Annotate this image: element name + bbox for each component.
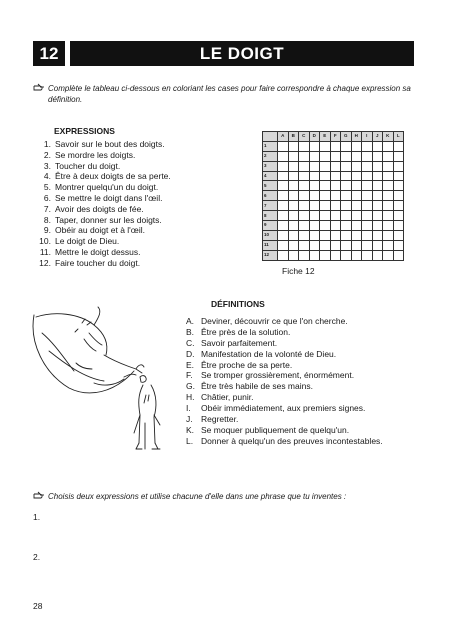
grid-cell[interactable] <box>309 230 320 240</box>
answer-grid <box>262 131 404 261</box>
expression-number: 5. <box>43 182 51 193</box>
definition-letter: E. <box>186 359 195 370</box>
grid-cell[interactable] <box>362 250 373 260</box>
grid-row-header: 1 <box>263 141 278 151</box>
grid-cell[interactable] <box>351 151 362 161</box>
grid-cell[interactable] <box>393 230 404 240</box>
expression-text: Taper, donner sur les doigts. <box>55 214 162 225</box>
grid-cell[interactable] <box>309 181 320 191</box>
grid-cell[interactable] <box>309 141 320 151</box>
grid-cell[interactable] <box>330 141 341 151</box>
grid-cell[interactable] <box>341 161 352 171</box>
grid-cell[interactable] <box>278 161 289 171</box>
grid-cell[interactable] <box>330 240 341 250</box>
grid-cell[interactable] <box>341 230 352 240</box>
grid-column-header: F <box>330 132 341 142</box>
definition-text: Se tromper grossièrement, énormément. <box>201 370 355 381</box>
grid-cell[interactable] <box>309 151 320 161</box>
expression-number: 8. <box>43 214 51 225</box>
grid-row-header: 8 <box>263 211 278 221</box>
grid-cell[interactable] <box>278 240 289 250</box>
grid-cell[interactable] <box>383 240 394 250</box>
definition-letter: K. <box>186 424 195 435</box>
grid-cell[interactable] <box>299 221 310 231</box>
grid-cell[interactable] <box>383 161 394 171</box>
grid-cell[interactable] <box>320 151 331 161</box>
grid-cell[interactable] <box>330 230 341 240</box>
grid-cell[interactable] <box>341 171 352 181</box>
grid-cell[interactable] <box>299 211 310 221</box>
grid-row-header: 11 <box>263 240 278 250</box>
grid-cell[interactable] <box>330 201 341 211</box>
definition-item <box>186 327 426 338</box>
grid-cell[interactable] <box>393 171 404 181</box>
grid-cell[interactable] <box>341 151 352 161</box>
grid-cell[interactable] <box>351 191 362 201</box>
grid-cell[interactable] <box>341 191 352 201</box>
grid-cell[interactable] <box>288 201 299 211</box>
expression-text: Se mettre le doigt dans l'œil. <box>55 192 163 203</box>
grid-cell[interactable] <box>299 201 310 211</box>
grid-cell[interactable] <box>351 141 362 151</box>
grid-cell[interactable] <box>288 171 299 181</box>
grid-cell[interactable] <box>288 151 299 161</box>
pointing-hand-icon <box>33 83 45 92</box>
grid-column-header: G <box>341 132 352 142</box>
grid-cell[interactable] <box>309 211 320 221</box>
definition-text: Savoir parfaitement. <box>201 337 278 348</box>
grid-cell[interactable] <box>299 240 310 250</box>
definition-text: Donner à quelqu'un des preuves incontestables. <box>201 435 383 446</box>
grid-cell[interactable] <box>351 221 362 231</box>
grid-cell[interactable] <box>278 201 289 211</box>
grid-cell[interactable] <box>393 201 404 211</box>
definition-letter: L. <box>186 435 194 446</box>
grid-cell[interactable] <box>278 191 289 201</box>
expression-text: Avoir des doigts de fée. <box>55 203 144 214</box>
grid-cell[interactable] <box>372 181 383 191</box>
grid-cell[interactable] <box>351 230 362 240</box>
grid-cell[interactable] <box>320 211 331 221</box>
grid-caption: Fiche 12 <box>282 266 315 276</box>
grid-cell[interactable] <box>383 181 394 191</box>
definition-text: Deviner, découvrir ce que l'on cherche. <box>201 316 348 326</box>
grid-cell[interactable] <box>320 250 331 260</box>
grid-column-header: I <box>362 132 373 142</box>
grid-column-header: L <box>393 132 404 142</box>
expression-number: 2. <box>43 149 51 160</box>
grid-cell[interactable] <box>351 161 362 171</box>
expression-text: Être à deux doigts de sa perte. <box>55 171 171 182</box>
expression-number: 6. <box>43 192 51 203</box>
grid-cell[interactable] <box>320 141 331 151</box>
expression-item <box>33 150 258 161</box>
expressions-list <box>33 139 258 269</box>
grid-cell[interactable] <box>320 201 331 211</box>
grid-cell[interactable] <box>372 230 383 240</box>
definition-text: Se moquer publiquement de quelqu'un. <box>201 424 350 435</box>
expression-number: 1. <box>43 139 51 149</box>
grid-cell[interactable] <box>383 141 394 151</box>
grid-cell[interactable] <box>299 250 310 260</box>
expression-number: 10. <box>39 236 51 247</box>
grid-cell[interactable] <box>278 141 289 151</box>
grid-cell[interactable] <box>288 181 299 191</box>
grid-cell[interactable] <box>351 211 362 221</box>
grid-cell[interactable] <box>362 161 373 171</box>
grid-cell[interactable] <box>288 240 299 250</box>
definition-letter: F. <box>186 370 193 381</box>
grid-cell[interactable] <box>299 181 310 191</box>
definition-item <box>186 403 426 414</box>
definition-text: Être proche de sa perte. <box>201 359 293 370</box>
definition-text: Être près de la solution. <box>201 326 291 337</box>
definition-letter: G. <box>186 381 195 392</box>
expression-text: Montrer quelqu'un du doigt. <box>55 182 159 193</box>
definitions-list <box>186 316 426 447</box>
definition-text: Châtier, punir. <box>201 392 254 403</box>
grid-row-header: 9 <box>263 221 278 231</box>
expression-number: 3. <box>43 160 51 171</box>
definition-text: Manifestation de la volonté de Dieu. <box>201 348 337 359</box>
grid-cell[interactable] <box>383 250 394 260</box>
grid-cell[interactable] <box>330 191 341 201</box>
grid-column-header: E <box>320 132 331 142</box>
grid-cell[interactable] <box>362 191 373 201</box>
definitions-heading: DÉFINITIONS <box>211 299 265 309</box>
grid-row-header: 7 <box>263 201 278 211</box>
expression-item <box>33 236 258 247</box>
grid-cell[interactable] <box>372 161 383 171</box>
grid-cell[interactable] <box>288 250 299 260</box>
grid-cell[interactable] <box>288 230 299 240</box>
grid-cell[interactable] <box>383 230 394 240</box>
grid-cell[interactable] <box>362 201 373 211</box>
grid-cell[interactable] <box>288 221 299 231</box>
grid-cell[interactable] <box>372 171 383 181</box>
grid-cell[interactable] <box>278 250 289 260</box>
grid-cell[interactable] <box>299 161 310 171</box>
grid-cell[interactable] <box>278 211 289 221</box>
grid-cell[interactable] <box>278 151 289 161</box>
grid-cell[interactable] <box>393 191 404 201</box>
grid-cell[interactable] <box>309 250 320 260</box>
grid-cell[interactable] <box>320 191 331 201</box>
grid-row-header: 2 <box>263 151 278 161</box>
grid-cell[interactable] <box>393 151 404 161</box>
definition-item <box>186 338 426 349</box>
grid-cell[interactable] <box>341 221 352 231</box>
expression-text: Mettre le doigt dessus. <box>55 246 141 257</box>
grid-cell[interactable] <box>393 221 404 231</box>
grid-row-header: 3 <box>263 161 278 171</box>
expression-item <box>33 139 258 150</box>
grid-cell[interactable] <box>351 240 362 250</box>
grid-cell[interactable] <box>288 161 299 171</box>
grid-cell[interactable] <box>320 181 331 191</box>
expression-item <box>33 161 258 172</box>
definition-letter: B. <box>186 326 195 337</box>
finger-pointing-illustration <box>24 303 174 478</box>
grid-column-header: B <box>288 132 299 142</box>
chapter-number: 12 <box>33 41 65 66</box>
expression-text: Obéir au doigt et à l'œil. <box>55 225 145 236</box>
definition-letter: A. <box>186 316 195 326</box>
grid-cell[interactable] <box>393 141 404 151</box>
grid-cell[interactable] <box>351 250 362 260</box>
grid-column-header: D <box>309 132 320 142</box>
grid-cell[interactable] <box>351 181 362 191</box>
grid-cell[interactable] <box>372 240 383 250</box>
grid-column-header: H <box>351 132 362 142</box>
expression-text: Savoir sur le bout des doigts. <box>55 139 165 149</box>
grid-cell[interactable] <box>288 191 299 201</box>
grid-cell[interactable] <box>299 141 310 151</box>
grid-row-header: 10 <box>263 230 278 240</box>
grid-cell[interactable] <box>278 171 289 181</box>
grid-cell[interactable] <box>330 181 341 191</box>
expression-item <box>33 247 258 258</box>
definition-text: Être très habile de ses mains. <box>201 381 313 392</box>
expression-number: 11. <box>39 246 51 257</box>
grid-cell[interactable] <box>309 221 320 231</box>
grid-cell[interactable] <box>341 211 352 221</box>
grid-cell[interactable] <box>351 171 362 181</box>
grid-cell[interactable] <box>278 181 289 191</box>
grid-row-header: 5 <box>263 181 278 191</box>
grid-cell[interactable] <box>330 151 341 161</box>
grid-cell[interactable] <box>330 250 341 260</box>
grid-cell[interactable] <box>288 211 299 221</box>
grid-cell[interactable] <box>393 181 404 191</box>
expression-number: 12. <box>39 257 51 268</box>
grid-cell[interactable] <box>362 211 373 221</box>
page-number: 28 <box>33 601 43 611</box>
grid-cell[interactable] <box>320 240 331 250</box>
grid-column-header: C <box>299 132 310 142</box>
definition-text: Regretter. <box>201 414 239 425</box>
grid-cell[interactable] <box>309 191 320 201</box>
definition-item <box>186 414 426 425</box>
expressions-heading: EXPRESSIONS <box>54 126 115 136</box>
grid-cell[interactable] <box>393 161 404 171</box>
grid-cell[interactable] <box>278 221 289 231</box>
grid-cell[interactable] <box>362 171 373 181</box>
definition-item <box>186 392 426 403</box>
grid-cell[interactable] <box>341 250 352 260</box>
pointing-hand-icon <box>33 491 45 500</box>
definition-letter: D. <box>186 348 195 359</box>
grid-cell[interactable] <box>320 161 331 171</box>
grid-cell[interactable] <box>372 250 383 260</box>
grid-cell[interactable] <box>383 211 394 221</box>
expression-text: Le doigt de Dieu. <box>55 236 120 247</box>
grid-cell[interactable] <box>372 151 383 161</box>
definition-text: Obéir immédiatement, aux premiers signes. <box>201 403 366 414</box>
grid-cell[interactable] <box>362 141 373 151</box>
grid-cell[interactable] <box>362 151 373 161</box>
grid-cell[interactable] <box>341 201 352 211</box>
grid-cell[interactable] <box>341 240 352 250</box>
grid-row-header: 6 <box>263 191 278 201</box>
grid-cell[interactable] <box>362 230 373 240</box>
grid-cell[interactable] <box>309 171 320 181</box>
grid-cell[interactable] <box>330 171 341 181</box>
grid-cell[interactable] <box>393 211 404 221</box>
grid-corner <box>263 132 278 142</box>
definition-item <box>186 425 426 436</box>
definition-item <box>186 381 426 392</box>
grid-cell[interactable] <box>372 141 383 151</box>
expression-item <box>33 193 258 204</box>
grid-column-header: K <box>383 132 394 142</box>
expression-number: 7. <box>43 203 51 214</box>
grid-cell[interactable] <box>320 221 331 231</box>
expression-item <box>33 225 258 236</box>
grid-cell[interactable] <box>372 211 383 221</box>
answer-line-1[interactable]: 1. <box>33 512 41 522</box>
grid-cell[interactable] <box>383 171 394 181</box>
grid-cell[interactable] <box>330 161 341 171</box>
grid-cell[interactable] <box>362 221 373 231</box>
definition-letter: C. <box>186 337 195 348</box>
definition-item <box>186 360 426 371</box>
grid-cell[interactable] <box>362 240 373 250</box>
grid-cell[interactable] <box>393 250 404 260</box>
grid-cell[interactable] <box>299 230 310 240</box>
grid-cell[interactable] <box>372 221 383 231</box>
expression-item <box>33 182 258 193</box>
grid-cell[interactable] <box>299 191 310 201</box>
grid-column-header: J <box>372 132 383 142</box>
instruction-2 <box>33 491 423 502</box>
grid-cell[interactable] <box>288 141 299 151</box>
expression-number: 9. <box>43 225 51 236</box>
expression-item <box>33 204 258 215</box>
grid-cell[interactable] <box>383 201 394 211</box>
grid-cell[interactable] <box>299 171 310 181</box>
definition-letter: H. <box>186 392 195 403</box>
instruction-1-text: Complète le tableau ci-dessous en coloriant les cases pour faire correspondre à chaque expression sa définition. <box>48 84 411 104</box>
grid-cell[interactable] <box>351 201 362 211</box>
grid-cell[interactable] <box>341 181 352 191</box>
grid-cell[interactable] <box>383 221 394 231</box>
expression-item <box>33 258 258 269</box>
grid-cell[interactable] <box>330 221 341 231</box>
expression-text: Toucher du doigt. <box>55 160 121 171</box>
grid-cell[interactable] <box>362 181 373 191</box>
grid-cell[interactable] <box>278 230 289 240</box>
expression-item <box>33 215 258 226</box>
grid-cell[interactable] <box>393 240 404 250</box>
grid-cell[interactable] <box>299 151 310 161</box>
expression-number: 4. <box>43 171 51 182</box>
grid-cell[interactable] <box>330 211 341 221</box>
grid-cell[interactable] <box>320 230 331 240</box>
answer-line-2[interactable]: 2. <box>33 552 41 562</box>
definition-item <box>186 436 426 447</box>
grid-cell[interactable] <box>309 201 320 211</box>
grid-cell[interactable] <box>320 171 331 181</box>
grid-column-header: A <box>278 132 289 142</box>
grid-row-header: 4 <box>263 171 278 181</box>
instruction-1 <box>33 83 418 105</box>
expression-text: Se mordre les doigts. <box>55 149 136 160</box>
definition-letter: J. <box>186 414 193 425</box>
definition-letter: I. <box>186 403 191 414</box>
chapter-header <box>33 41 414 66</box>
chapter-title: LE DOIGT <box>70 41 414 66</box>
grid-cell[interactable] <box>341 141 352 151</box>
grid-cell[interactable] <box>372 191 383 201</box>
expression-item <box>33 171 258 182</box>
definition-item <box>186 370 426 381</box>
expression-text: Faire toucher du doigt. <box>55 257 141 268</box>
grid-cell[interactable] <box>383 191 394 201</box>
grid-cell[interactable] <box>309 240 320 250</box>
definition-item <box>186 316 426 327</box>
instruction-2-text: Choisis deux expressions et utilise chacune d'elle dans une phrase que tu inventes : <box>48 492 347 501</box>
grid-cell[interactable] <box>383 151 394 161</box>
grid-cell[interactable] <box>309 161 320 171</box>
definition-item <box>186 349 426 360</box>
grid-cell[interactable] <box>372 201 383 211</box>
grid-table <box>262 131 404 261</box>
grid-row-header: 12 <box>263 250 278 260</box>
